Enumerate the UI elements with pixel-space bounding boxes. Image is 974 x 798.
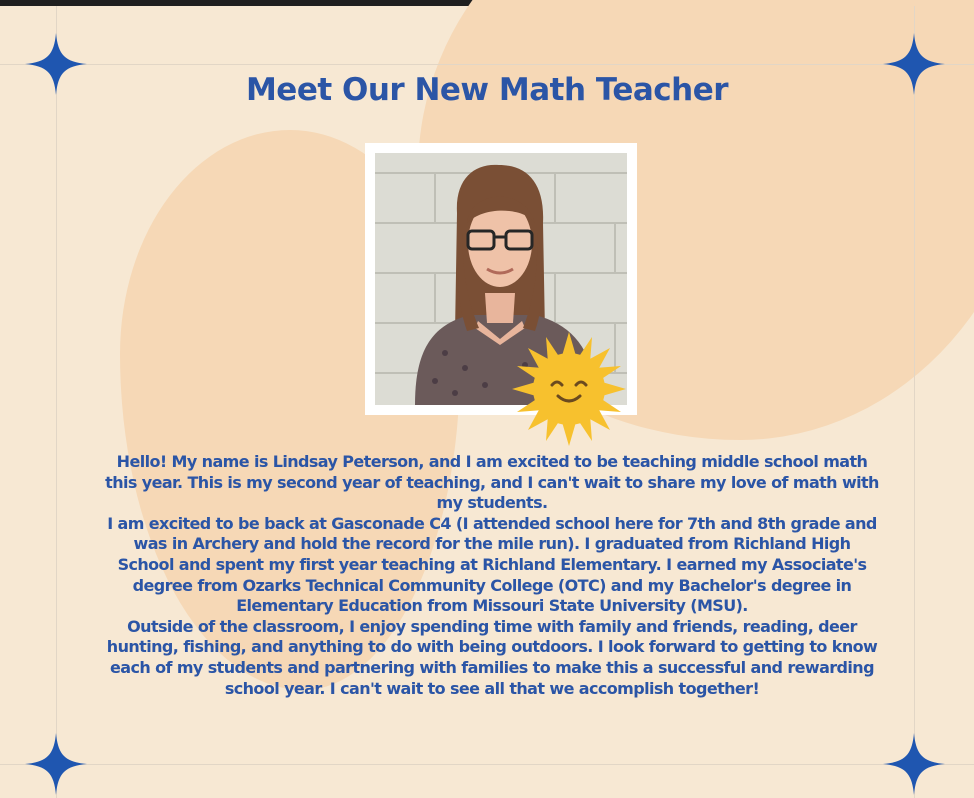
frame-line-right — [914, 6, 915, 798]
bio-paragraph-2: I am excited to be back at Gasconade C4 (I attended school here for 7th and 8th grade and was in Archery and hold the record for the mile run). I graduated from Richland High School and spent my first year teaching at Richland Elementary. I earned my Associate's degree from Ozarks Technical Community College (OTC) and my Bachelor's degree in Elementary Education from Missouri State University (MSU). — [107, 513, 877, 616]
page-title: Meet Our New Math Teacher — [245, 72, 729, 108]
star-icon — [25, 733, 87, 795]
bio-paragraph-3: Outside of the classroom, I enjoy spending time with family and friends, reading, deer hunting, fishing, and anything to do with being outdoors. I look forward to getting to know each of my students and partnering with families to make this a successful and rewarding school year. I can't wait to see all that we accomplish together! — [106, 616, 878, 698]
bio-paragraph-1: Hello! My name is Lindsay Peterson, and I am excited to be teaching middle school math this year. This is my second year of teaching, and I can't wait to share my love of math with my students. — [105, 452, 879, 513]
teacher-bio — [104, 452, 880, 699]
smiling-sun-icon — [510, 330, 628, 448]
frame-line-bottom — [0, 764, 974, 765]
star-icon — [883, 733, 945, 795]
frame-line-top — [0, 64, 974, 65]
frame-line-left — [56, 6, 57, 798]
